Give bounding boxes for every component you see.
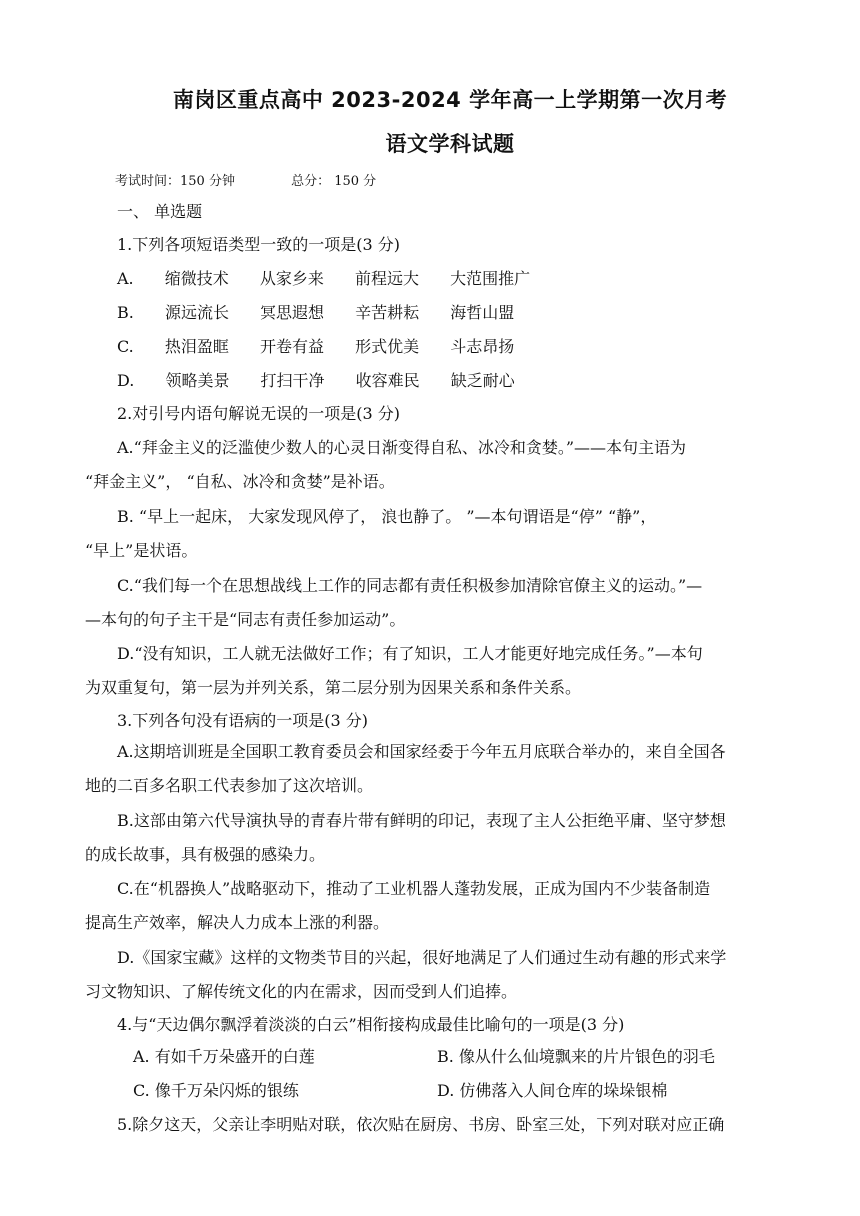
q4-option-a: A. 有如千万朵盛开的白莲 — [133, 1047, 315, 1066]
phrase: 打扫干净 — [260, 371, 325, 390]
phrase: 形式优美 — [355, 337, 420, 356]
phrase: 斗志昂扬 — [450, 337, 515, 356]
q3-option-b-line1: B.这部由第六代导演执导的青春片带有鲜明的印记，表现了主人公拒绝平庸、坚守梦想 — [117, 811, 726, 830]
q3-option-c-line2: 提高生产效率，解决人力成本上涨的利器。 — [85, 913, 390, 932]
q3-option-a-line2: 地的二百多名职工代表参加了这次培训。 — [85, 776, 374, 795]
option-label: D. — [117, 371, 135, 390]
exam-subtitle: 语文学科试题 — [385, 132, 515, 156]
phrase: 大范围推广 — [450, 269, 531, 288]
q2-option-a-line2: “拜金主义”， “自私、冰冷和贪婪”是补语。 — [85, 472, 395, 491]
q2-option-c-line1: C.“我们每一个在思想战线上工作的同志都有责任积极参加清除官僚主义的运动。”— — [117, 576, 703, 595]
q3-option-d-line1: D.《国家宝藏》这样的文物类节目的兴起，很好地满足了人们通过生动有趣的形式来学 — [117, 948, 727, 967]
exam-meta — [115, 170, 376, 189]
phrase: 缺乏耐心 — [450, 371, 515, 390]
phrase: 前程远大 — [354, 269, 419, 288]
phrase: 冥思遐想 — [260, 303, 325, 322]
q4-stem: 4.与“天边偶尔飘浮着淡淡的白云”相衔接构成最佳比喻句的一项是(3 分) — [117, 1015, 625, 1034]
q2-stem: 2.对引号内语句解说无误的一项是(3 分) — [117, 404, 401, 423]
phrase: 领略美景 — [165, 371, 230, 390]
exam-title: 南岗区重点高中 2023-2024 学年高一上学期第一次月考 — [172, 88, 728, 112]
q1-option-d — [117, 370, 515, 392]
q3-option-d-line2: 习文物知识、了解传统文化的内在需求，因而受到人们追捧。 — [85, 982, 518, 1001]
q2-option-b-line2: “早上”是状语。 — [85, 541, 198, 560]
q1-option-c — [117, 336, 514, 358]
phrase: 缩微技术 — [164, 269, 229, 288]
q2-option-b-line1: B. “早上一起床， 大家发现风停了， 浪也静了。 ”—本句谓语是“停” “静”， — [117, 507, 657, 526]
phrase: 热泪盈眶 — [164, 337, 229, 356]
q3-stem: 3.下列各句没有语病的一项是(3 分) — [117, 711, 369, 730]
q4-option-b: B. 像从什么仙境飘来的片片银色的羽毛 — [437, 1047, 715, 1066]
q2-option-c-line2: —本句的句子主干是“同志有责任参加运动”。 — [85, 610, 406, 629]
q2-option-d-line1: D.“没有知识，工人就无法做好工作；有了知识，工人才能更好地完成任务。”—本句 — [117, 644, 703, 663]
option-label: B. — [117, 303, 134, 322]
phrase: 从家乡来 — [259, 269, 324, 288]
q4-option-c: C. 像千万朵闪烁的银练 — [133, 1081, 299, 1100]
q1-stem: 1.下列各项短语类型一致的一项是(3 分) — [117, 235, 401, 254]
phrase: 辛苦耕耘 — [355, 303, 420, 322]
q1-option-b — [117, 302, 514, 324]
phrase: 源远流长 — [164, 303, 229, 322]
phrase: 海哲山盟 — [450, 303, 515, 322]
option-label: C. — [117, 337, 134, 356]
option-label: A. — [117, 269, 134, 288]
q3-option-c-line1: C.在“机器换人”战略驱动下，推动了工业机器人蓬勃发展，正成为国内不少装备制造 — [117, 879, 711, 898]
exam-total: 总分： 150 分 — [291, 174, 377, 189]
q1-option-a — [117, 268, 530, 290]
q2-option-d-line2: 为双重复句，第一层为并列关系，第二层分别为因果关系和条件关系。 — [85, 678, 582, 697]
q4-option-d: D. 仿佛落入人间仓库的垛垛银棉 — [437, 1081, 668, 1100]
exam-time: 考试时间：150 分钟 — [115, 174, 235, 189]
section-heading: 一、 单选题 — [117, 202, 203, 221]
phrase: 收容难民 — [355, 371, 420, 390]
phrase: 开卷有益 — [259, 337, 324, 356]
q3-option-a-line1: A.这期培训班是全国职工教育委员会和国家经委于今年五月底联合举办的，来自全国各 — [117, 742, 726, 761]
q2-option-a-line1: A.“拜金主义的泛滥使少数人的心灵日渐变得自私、冰冷和贪婪。”——本句主语为 — [117, 438, 687, 457]
q3-option-b-line2: 的成长故事，具有极强的感染力。 — [85, 845, 326, 864]
q5-stem: 5.除夕这天，父亲让李明贴对联，依次贴在厨房、书房、卧室三处，下列对联对应正确 — [117, 1115, 725, 1134]
